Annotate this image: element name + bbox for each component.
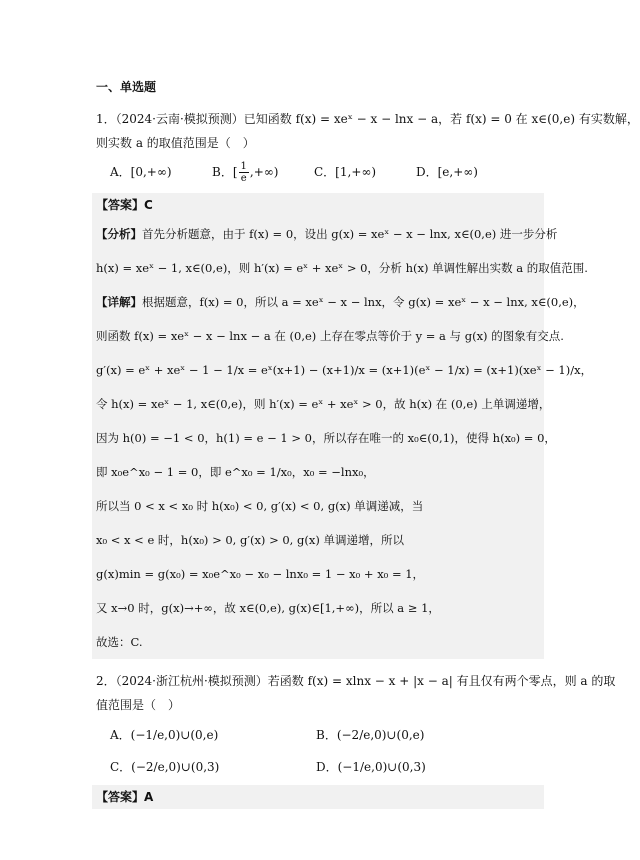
- option-c: C．(−2/e,0)∪(0,3): [110, 760, 220, 774]
- question-1-stem: 1．（2024·云南·模拟预测）已知函数 f(x) = xeˣ − x − lnx − a，若 f(x) = 0 在 x∈(0,e) 有实数解，: [96, 112, 639, 126]
- document-content: [96, 78, 639, 809]
- question-2-stem-cont: 值范围是（ ）: [96, 698, 181, 712]
- answer-1: 【答案】C: [96, 198, 153, 212]
- question-1-stem-cont: 则实数 a 的取值范围是（ ）: [96, 136, 255, 150]
- answer-1-block: [92, 193, 593, 659]
- option-a: A．(−1/e,0)∪(0,e): [110, 728, 219, 742]
- answer-2: 【答案】A: [96, 790, 154, 804]
- option-d: D．[e,+∞): [416, 165, 478, 179]
- question-2-options: [96, 721, 544, 781]
- option-c: C．[1,+∞): [314, 165, 377, 179]
- question-1-options: [96, 155, 544, 189]
- detail-line-3: g′(x) = eˣ + xeˣ − 1 − 1/x = eˣ(x+1) − (x+1)/x = (x+1)(eˣ − 1/x) = (x+1)(xeˣ − 1)/x，: [96, 363, 593, 377]
- detail-line-4: 令 h(x) = xeˣ − 1, x∈(0,e)，则 h′(x) = eˣ + xeˣ > 0，故 h(x) 在 (0,e) 上单调递增，: [96, 397, 551, 411]
- detail-line-2: 则函数 f(x) = xeˣ − x − lnx − a 在 (0,e) 上存在零点等价于 y = a 与 g(x) 的图象有交点.: [96, 329, 564, 343]
- analysis-line-1: 【分析】首先分析题意，由于 f(x) = 0，设出 g(x) = xeˣ − x − lnx, x∈(0,e) 进一步分析: [96, 227, 558, 241]
- detail-line-6: 即 x₀e^x₀ − 1 = 0，即 e^x₀ = 1/x₀，x₀ = −lnx₀，: [96, 465, 375, 479]
- option-b: B．(−2/e,0)∪(0,e): [316, 728, 425, 742]
- detail-line-5: 因为 h(0) = −1 < 0，h(1) = e − 1 > 0，所以存在唯一的 x₀∈(0,1)，使得 h(x₀) = 0，: [96, 431, 556, 445]
- option-d: D．(−1/e,0)∪(0,3): [316, 760, 426, 774]
- detail-line-9: g(x)min = g(x₀) = x₀e^x₀ − x₀ − lnx₀ = 1 − x₀ + x₀ = 1，: [96, 567, 425, 581]
- conclusion-line: 故选：C.: [96, 635, 143, 649]
- analysis-line-2: h(x) = xeˣ − 1, x∈(0,e)，则 h′(x) = eˣ + xeˣ > 0，分析 h(x) 单调性解出实数 a 的取值范围.: [96, 261, 588, 275]
- detail-line-1: 【详解】根据题意，f(x) = 0，所以 a = xeˣ − x − lnx，令 g(x) = xeˣ − x − lnx, x∈(0,e)，: [96, 295, 585, 309]
- detail-line-10: 又 x→0 时，g(x)→+∞，故 x∈(0,e), g(x)∈[1,+∞)，所以 a ≥ 1，: [96, 601, 440, 615]
- answer-2-block: [92, 785, 544, 809]
- detail-line-7: 所以当 0 < x < x₀ 时 h(x₀) < 0, g′(x) < 0, g(x) 单调递减，当: [96, 499, 424, 513]
- question-2-stem: 2．（2024·浙江杭州·模拟预测）若函数 f(x) = xlnx − x + |x − a| 有且仅有两个零点，则 a 的取: [96, 674, 616, 688]
- option-b: B．[ $\frac{1}{e}$ ,+∞): [212, 161, 279, 184]
- detail-line-8: x₀ < x < e 时，h(x₀) > 0, g′(x) > 0, g(x) 单调递增，所以: [96, 533, 404, 547]
- option-a: A．[0,+∞): [110, 165, 172, 179]
- section-title: 一、单选题: [96, 80, 157, 94]
